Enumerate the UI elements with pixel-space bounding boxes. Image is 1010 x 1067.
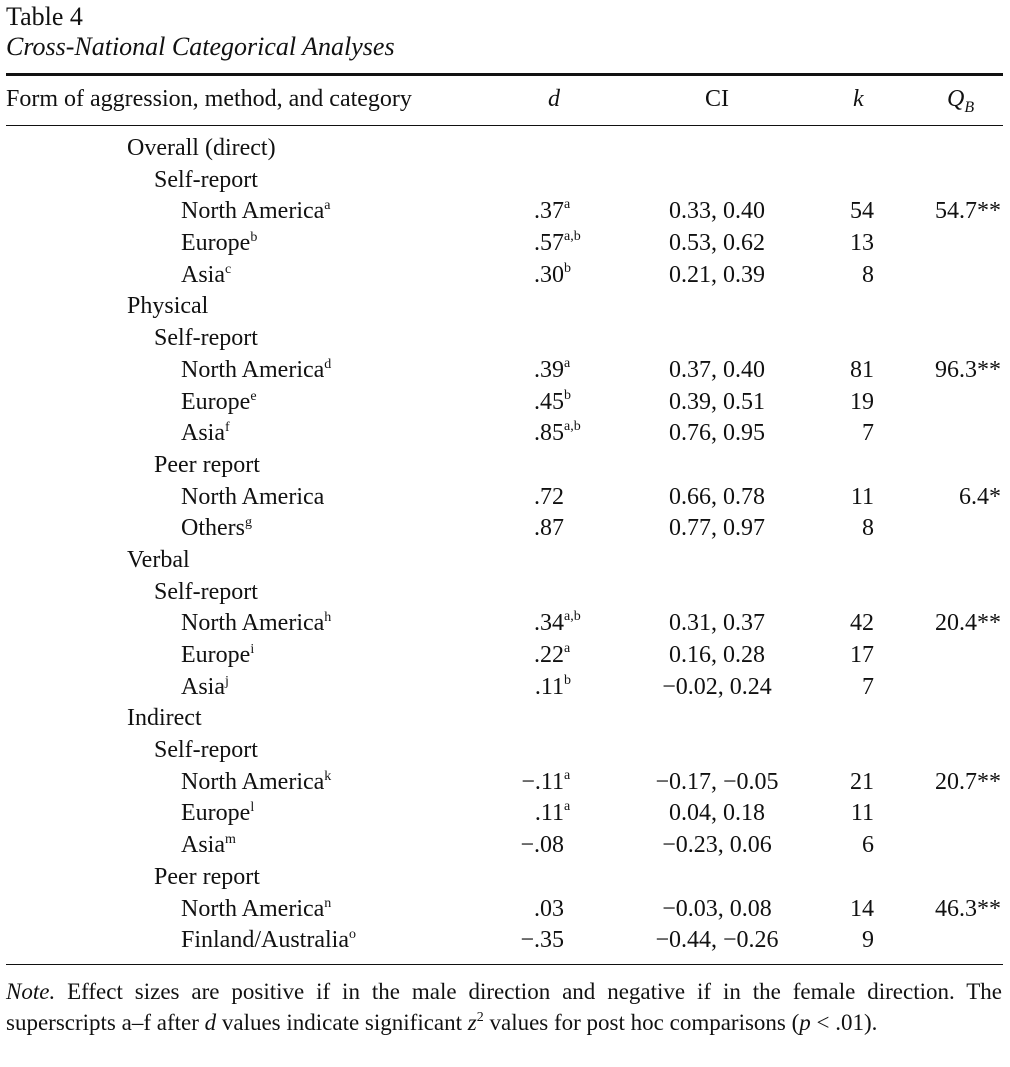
- table-number: Table 4: [6, 2, 83, 31]
- cell-d-superscript: a,b: [564, 609, 581, 625]
- cell-ci: 0.66, 0.78: [669, 483, 765, 510]
- cell-d-superscript: a: [564, 641, 571, 656]
- bottom-rule: [6, 964, 1003, 965]
- row-label: Verbal: [127, 546, 190, 573]
- row-label: Physical: [127, 293, 209, 320]
- table-row: [0, 832, 1010, 864]
- cell-ci: 0.16, 0.28: [669, 642, 765, 668]
- cell-d: .37 a: [534, 197, 571, 225]
- cell-d: [510, 325, 564, 352]
- note-z-var: z: [467, 1010, 477, 1035]
- table-note: [6, 976, 1002, 1038]
- cell-d: [510, 135, 564, 162]
- cell-k: 8: [862, 261, 874, 288]
- cell-k: 19: [850, 388, 874, 415]
- row-label-superscript: m: [225, 832, 236, 848]
- row-label-superscript: o: [348, 927, 356, 943]
- row-label-superscript: d: [324, 356, 332, 372]
- row-label: Self-report: [154, 737, 258, 764]
- row-label: Indirect: [127, 705, 202, 732]
- header-ci: CI: [705, 86, 729, 112]
- row-label: Others$^g$: [181, 515, 252, 542]
- table-title: Cross-National Categorical Analyses: [6, 32, 395, 61]
- table-row: [0, 262, 1010, 294]
- row-label-superscript: i: [250, 642, 255, 657]
- row-label: Self-report: [154, 325, 258, 352]
- row-label-superscript: l: [250, 800, 255, 816]
- cell-d-superscript: a: [564, 767, 571, 783]
- row-label-superscript: c: [225, 261, 232, 277]
- cell-d-superscript: a,b: [564, 419, 581, 435]
- header-qb-sub: B: [964, 99, 975, 116]
- cell-d: .03: [534, 895, 564, 922]
- cell-k: 8: [862, 515, 874, 542]
- cell-d: .45 b: [534, 387, 571, 415]
- cell-d-superscript: b: [564, 387, 571, 403]
- table-row: [0, 293, 1010, 325]
- cell-k: 11: [850, 483, 874, 510]
- cell-d-superscript: a: [564, 799, 571, 815]
- cell-d: [510, 452, 564, 479]
- row-label: Self-report: [154, 578, 258, 605]
- cell-d-superscript: a,b: [564, 229, 581, 245]
- row-label-superscript: f: [225, 420, 230, 436]
- note-part4: < .01).: [810, 1010, 878, 1035]
- header-qb-main: Q: [947, 86, 965, 112]
- cell-ci: 0.33, 0.40: [669, 198, 765, 225]
- table-row: [0, 484, 1010, 516]
- cell-ci: 0.76, 0.95: [669, 420, 765, 447]
- cell-k: 7: [862, 673, 874, 700]
- row-label: Europe$^b$: [181, 230, 258, 257]
- cell-d: [510, 167, 564, 194]
- cell-d: .72: [534, 483, 564, 510]
- cell-qb: 6.4*: [959, 483, 1001, 510]
- row-label: North America$^h$: [181, 610, 332, 637]
- row-label-superscript: b: [250, 230, 258, 246]
- cell-qb: 20.4**: [935, 610, 1001, 637]
- table-row: [0, 579, 1010, 611]
- cell-k: 42: [850, 610, 874, 637]
- table-body: [0, 135, 1010, 959]
- table-row: [0, 230, 1010, 262]
- cell-d: [510, 293, 564, 320]
- cell-d: .85 a,b: [534, 419, 581, 447]
- table-row: [0, 515, 1010, 547]
- table-row: [0, 769, 1010, 801]
- row-label: Self-report: [154, 166, 258, 193]
- cell-d: [510, 705, 564, 732]
- cell-d: −.35: [520, 927, 564, 954]
- table-row: [0, 642, 1010, 674]
- cell-k: 21: [850, 768, 874, 795]
- cell-ci: 0.77, 0.97: [669, 515, 765, 542]
- cell-ci: −0.17, −0.05: [655, 768, 779, 795]
- cell-ci: 0.04, 0.18: [669, 800, 765, 827]
- header-rule: [6, 125, 1003, 126]
- table-row: [0, 705, 1010, 737]
- cell-ci: −0.03, 0.08: [662, 895, 772, 922]
- note-part2: values indicate significant: [216, 1010, 468, 1035]
- row-label: Asia$^m$: [181, 832, 236, 859]
- cell-d: .87: [534, 515, 564, 542]
- row-label: Europe$^l$: [181, 800, 255, 827]
- row-label-superscript: n: [324, 895, 332, 911]
- cell-ci: 0.21, 0.39: [669, 261, 765, 288]
- table-row: [0, 737, 1010, 769]
- cell-k: 81: [850, 356, 874, 383]
- cell-qb: 54.7**: [935, 198, 1001, 225]
- row-label-superscript: e: [250, 388, 257, 404]
- table-row: [0, 420, 1010, 452]
- row-label: North America$^d$: [181, 356, 332, 383]
- table-row: [0, 800, 1010, 832]
- cell-k: 6: [862, 832, 874, 859]
- cell-d: [510, 579, 564, 606]
- table-row: [0, 325, 1010, 357]
- cell-ci: 0.37, 0.40: [669, 356, 765, 383]
- table-row: [0, 674, 1010, 706]
- cell-qb: 96.3**: [935, 356, 1001, 383]
- row-label: Peer report: [154, 863, 260, 890]
- row-label: Finland/Australia$^o$: [181, 927, 356, 954]
- cell-d: −.11 a: [521, 767, 571, 795]
- cell-ci: −0.23, 0.06: [662, 832, 772, 859]
- header-k: k: [853, 86, 864, 112]
- row-label-superscript: j: [225, 673, 229, 689]
- row-label: Overall (direct): [127, 135, 276, 161]
- cell-d: .22 a: [534, 641, 571, 668]
- table-row: [0, 896, 1010, 928]
- row-label: Asia$^c$: [181, 261, 232, 288]
- table-row: [0, 389, 1010, 421]
- header-qb: [947, 86, 974, 117]
- table-row: [0, 610, 1010, 642]
- cell-d: [510, 547, 564, 574]
- cell-k: 7: [862, 420, 874, 447]
- cell-d: .57 a,b: [534, 229, 581, 257]
- row-label: Peer report: [154, 451, 260, 478]
- table-row: [0, 357, 1010, 389]
- table-row: [0, 135, 1010, 167]
- note-lead: Note.: [6, 979, 56, 1004]
- top-rule: [6, 73, 1003, 76]
- header-form: Form of aggression, method, and category: [6, 86, 412, 112]
- cell-ci: 0.31, 0.37: [669, 610, 765, 637]
- row-label-superscript: g: [244, 515, 252, 531]
- row-label: Europe$^e$: [181, 388, 257, 415]
- row-label: North America$^k$: [181, 768, 332, 795]
- row-label: Asia$^f$: [181, 420, 230, 447]
- table-row: [0, 198, 1010, 230]
- cell-d: .11 b: [534, 672, 571, 700]
- row-label: North America$^a$: [181, 198, 331, 225]
- cell-d: −.08: [520, 832, 564, 859]
- cell-qb: 20.7**: [935, 768, 1001, 795]
- cell-ci: 0.39, 0.51: [669, 388, 765, 415]
- row-label-superscript: a: [324, 198, 331, 214]
- row-label: Europe$^i$: [181, 642, 255, 668]
- cell-d: .34 a,b: [534, 609, 581, 637]
- cell-qb: 46.3**: [935, 895, 1001, 922]
- cell-d: .11 a: [534, 799, 571, 827]
- cell-d: [510, 737, 564, 764]
- table-row: [0, 547, 1010, 579]
- cell-d-superscript: b: [564, 672, 571, 688]
- note-part3: values for post hoc comparisons (: [483, 1010, 800, 1035]
- cell-k: 13: [850, 230, 874, 257]
- row-label: North America: [181, 483, 325, 510]
- cell-ci: −0.44, −0.26: [655, 927, 779, 954]
- cell-k: 9: [862, 927, 874, 954]
- cell-d-superscript: a: [564, 355, 571, 371]
- cell-d: .30 b: [534, 260, 571, 288]
- cell-ci: 0.53, 0.62: [669, 230, 765, 257]
- note-p-var: p: [799, 1010, 811, 1035]
- cell-k: 17: [850, 642, 874, 668]
- table-row: [0, 167, 1010, 199]
- row-label-superscript: k: [324, 768, 332, 784]
- cell-d: .39 a: [534, 355, 571, 383]
- cell-d: [510, 864, 564, 891]
- cell-k: 14: [850, 895, 874, 922]
- row-label: North America$^n$: [181, 895, 332, 922]
- table-row: [0, 864, 1010, 896]
- row-label-superscript: h: [324, 610, 332, 626]
- cell-k: 11: [850, 800, 874, 827]
- table-row: [0, 927, 1010, 959]
- table-row: [0, 452, 1010, 484]
- cell-d-superscript: a: [564, 197, 571, 213]
- cell-d-superscript: b: [564, 260, 571, 276]
- row-label: Asia$^j$: [181, 673, 229, 700]
- cell-k: 54: [850, 198, 874, 225]
- note-part1: Effect sizes are positive if in the male direction and negative if in the female direction. The superscripts a–f after: [6, 979, 1002, 1035]
- note-d-var: d: [204, 1010, 217, 1035]
- note-z-exp: 2: [476, 1010, 484, 1025]
- cell-ci: −0.02, 0.24: [662, 673, 772, 700]
- header-d: d: [548, 86, 560, 112]
